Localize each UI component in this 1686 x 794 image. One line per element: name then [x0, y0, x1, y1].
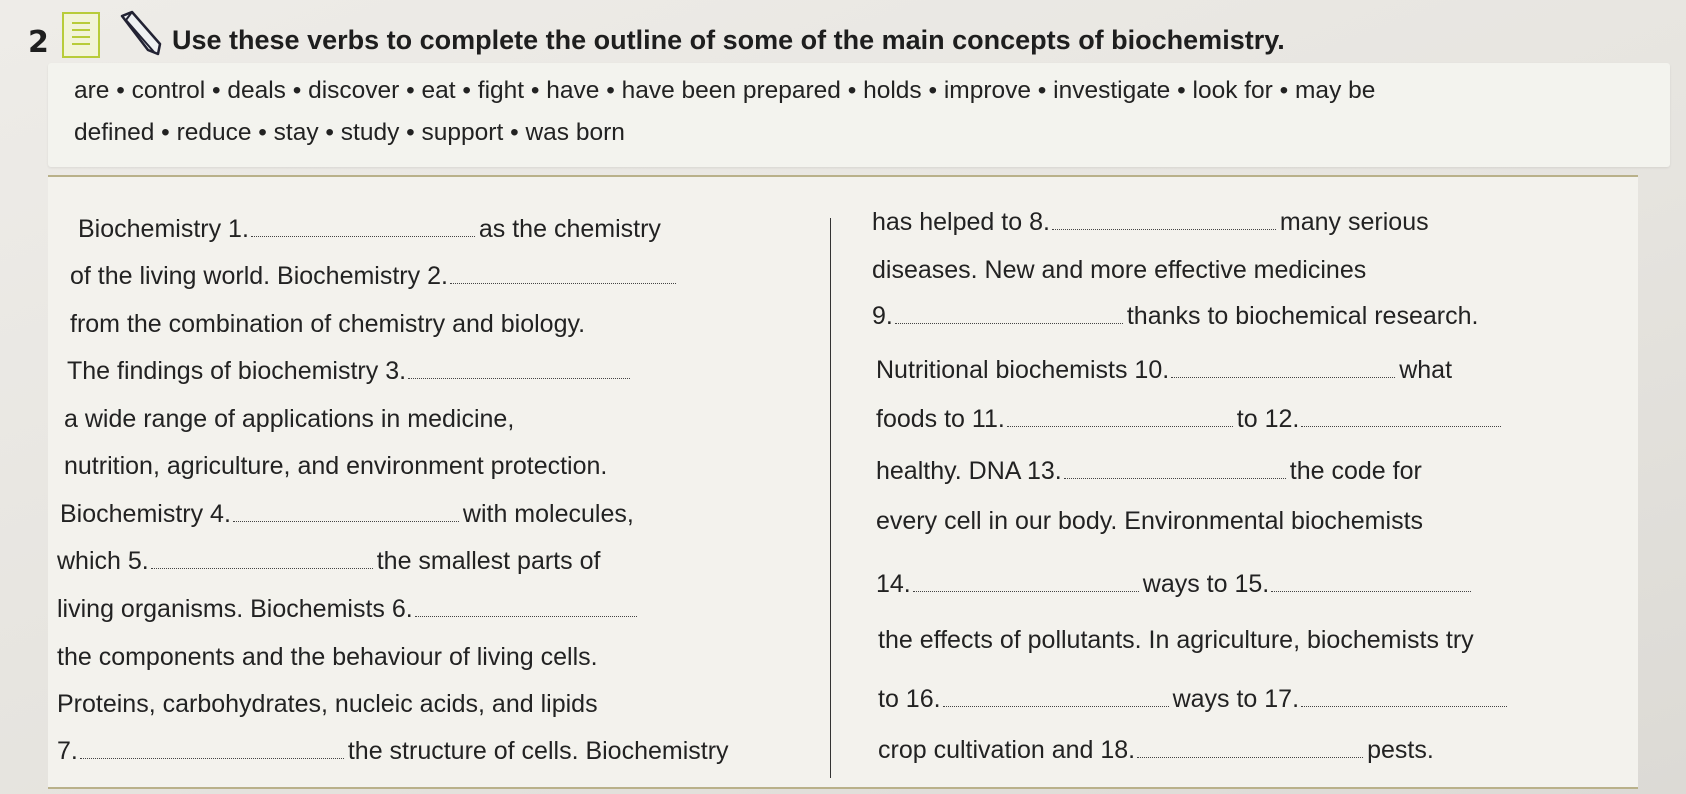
outline-text: Biochemistry 4.: [60, 500, 231, 528]
outline-text: ways to 17.: [1172, 685, 1300, 713]
outline-line: [876, 356, 1452, 385]
outline-line: [878, 736, 1434, 765]
outline-text: thanks to biochemical research.: [1126, 302, 1479, 330]
outline-text: ways to 15.: [1142, 570, 1270, 598]
outline-line: [60, 500, 634, 529]
outline-line: the effects of pollutants. In agriculture, biochemists try: [878, 626, 1474, 654]
word-bank: [48, 63, 1670, 167]
blank-7[interactable]: [80, 757, 344, 759]
outline-text: the structure of cells. Biochemistry: [347, 737, 729, 765]
outline-line: [78, 215, 661, 244]
outline-line: every cell in our body. Environmental biochemists: [876, 507, 1424, 535]
outline-line: [878, 685, 1511, 714]
word-bank-line: are • control • deals • discover • eat • fight • have • have been prepared • holds • improve • investigate • look for • may be: [74, 77, 1376, 104]
outline-line: [57, 737, 729, 766]
outline-text: what: [1399, 356, 1453, 384]
outline-line: [57, 547, 600, 576]
notebook-icon: [62, 12, 100, 58]
outline-text: the code for: [1289, 457, 1422, 485]
blank-6[interactable]: [415, 615, 637, 617]
outline-line: from the combination of chemistry and biology.: [70, 310, 586, 338]
blank-3[interactable]: [408, 377, 630, 379]
blank-4[interactable]: [233, 520, 459, 522]
blank-9[interactable]: [895, 322, 1123, 324]
outline-text: 9.: [872, 302, 893, 330]
blank-15[interactable]: [1271, 590, 1471, 592]
outline-line: [876, 405, 1505, 434]
outline-text: to 16.: [878, 685, 941, 713]
blank-16[interactable]: [943, 705, 1169, 707]
blank-5[interactable]: [151, 567, 373, 569]
outline-text: as the chemistry: [478, 215, 661, 243]
outline-text: pests.: [1367, 736, 1434, 764]
outline-line: Proteins, carbohydrates, nucleic acids, and lipids: [57, 690, 598, 718]
outline-line: a wide range of applications in medicine,: [64, 405, 515, 433]
blank-2[interactable]: [450, 282, 676, 284]
outline-text: The findings of biochemistry 3.: [67, 357, 407, 385]
outline-text: with molecules,: [462, 500, 634, 528]
outline-text: 14.: [876, 570, 911, 598]
outline-text: to 12.: [1236, 405, 1300, 433]
outline-line: [876, 570, 1475, 599]
outline-line: [872, 302, 1478, 331]
blank-14[interactable]: [913, 590, 1139, 592]
blank-17[interactable]: [1301, 705, 1507, 707]
outline-line: [876, 457, 1422, 486]
blank-18[interactable]: [1137, 756, 1363, 758]
outline-text: healthy. DNA 13.: [876, 457, 1062, 485]
blank-8[interactable]: [1052, 228, 1276, 230]
outline-text: foods to 11.: [876, 405, 1005, 433]
outline-text: many serious: [1279, 208, 1429, 236]
pencil-icon: [116, 10, 164, 56]
outline-line: the components and the behaviour of living cells.: [57, 643, 598, 671]
blank-10[interactable]: [1171, 376, 1395, 378]
outline-text: has helped to 8.: [872, 208, 1050, 236]
outline-text: living organisms. Biochemists 6.: [57, 595, 413, 623]
word-bank-line: defined • reduce • stay • study • support • was born: [74, 119, 625, 146]
blank-1[interactable]: [251, 235, 475, 237]
outline-line: diseases. New and more effective medicines: [872, 256, 1367, 284]
outline-text: Nutritional biochemists 10.: [876, 356, 1170, 384]
outline-line: [67, 357, 634, 386]
outline-text: the smallest parts of: [376, 547, 601, 575]
outline-text: of the living world. Biochemistry 2.: [70, 262, 448, 290]
blank-11[interactable]: [1007, 425, 1233, 427]
blank-13[interactable]: [1064, 477, 1286, 479]
outline-text: 7.: [57, 737, 78, 765]
outline-line: [70, 262, 680, 291]
outline-text: which 5.: [57, 547, 149, 575]
outline-text: Biochemistry 1.: [78, 215, 249, 243]
column-divider: [830, 218, 831, 778]
outline-line: nutrition, agriculture, and environment protection.: [64, 452, 608, 480]
blank-12[interactable]: [1301, 425, 1501, 427]
exercise-instruction: Use these verbs to complete the outline of some of the main concepts of biochemistry.: [172, 25, 1285, 55]
outline-line: [872, 208, 1429, 237]
outline-line: [57, 595, 641, 624]
exercise-number: 2: [28, 24, 49, 60]
outline-text: crop cultivation and 18.: [878, 736, 1136, 764]
